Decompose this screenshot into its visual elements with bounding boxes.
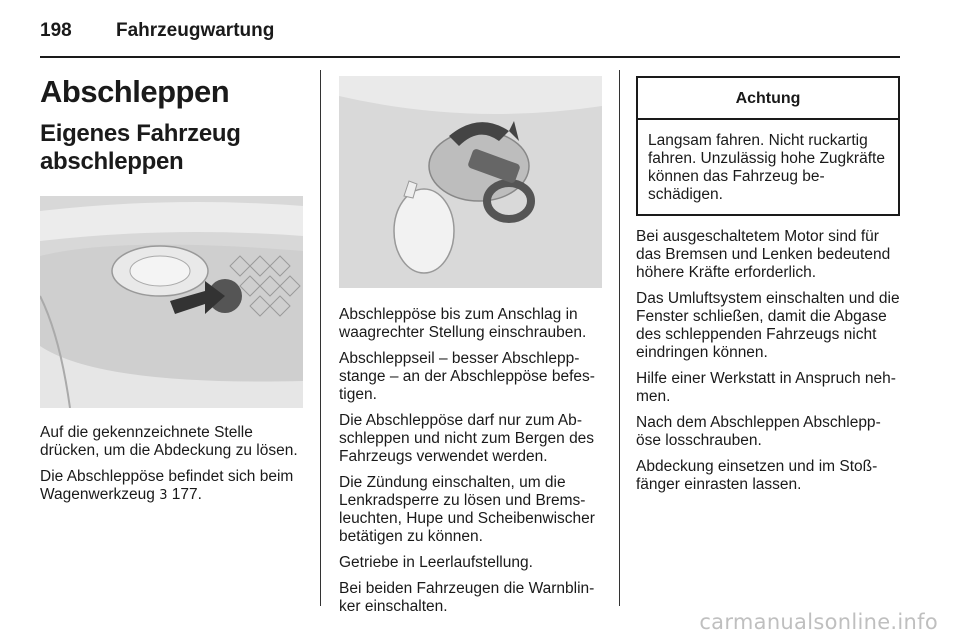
section-title: Abschleppen <box>40 74 230 109</box>
col3-paragraph-4: Nach dem Abschleppen Abschleppöse losschrauben. <box>636 414 881 449</box>
warning-text: Langsam fahren. Nicht ruckartig fahren. Unzulässig hohe Zugkräfte können das Fahrzeug beschädigen. <box>648 132 885 203</box>
header-divider <box>40 56 900 58</box>
page-number: 198 <box>40 20 72 41</box>
col1-paragraph-2-text: Die Abschleppöse befindet sich beim Wagenwerkzeug <box>40 468 294 503</box>
bumper-illustration <box>40 196 303 408</box>
warning-heading: Achtung <box>638 78 898 120</box>
col1-paragraph-1: Auf die gekennzeichnete Stelle drücken, um die Abdeckung zu lösen. <box>40 424 298 459</box>
col1-paragraph-2 <box>40 468 303 505</box>
chapter-title: Fahrzeugwartung <box>116 20 275 41</box>
col3-paragraph-5: Abdeckung einsetzen und im Stoßfänger einrasten lassen. <box>636 458 878 493</box>
column-2 <box>339 70 602 624</box>
column-3 <box>636 70 900 502</box>
col2-paragraph-2: Abschleppseil – besser Abschleppstange – an der Abschleppöse befestigen. <box>339 350 595 403</box>
col3-paragraph-3: Hilfe einer Werkstatt in Anspruch nehmen. <box>636 370 896 405</box>
col2-paragraph-6: Bei beiden Fahrzeugen die Warnblinker einschalten. <box>339 580 595 615</box>
column-1 <box>40 70 303 513</box>
watermark: carmanualsonline.info <box>699 610 938 634</box>
bumper-cover-figure <box>40 196 303 408</box>
subsection-title: Eigenes Fahrzeug abschleppen <box>40 120 241 175</box>
col2-paragraph-1: Abschleppöse bis zum Anschlag in waagrechter Stellung einschrauben. <box>339 306 587 341</box>
towing-eye-figure <box>339 76 602 288</box>
column-divider-2 <box>619 70 620 606</box>
col2-paragraph-5: Getriebe in Leerlaufstellung. <box>339 554 533 571</box>
column-divider-1 <box>320 70 321 606</box>
page-header <box>40 20 274 44</box>
towing-eye-illustration <box>339 76 602 288</box>
page-reference-icon: 3 <box>159 488 168 503</box>
page-reference-link[interactable]: 177. <box>171 486 202 503</box>
warning-box <box>636 76 900 216</box>
col3-paragraph-2: Das Umluftsystem einschalten und die Fenster schließen, damit die Abgase des schleppenden Fahrzeugs nicht eindringen können. <box>636 290 900 361</box>
col2-paragraph-3: Die Abschleppöse darf nur zum Abschleppen und nicht zum Bergen des Fahrzeugs verwendet werden. <box>339 412 595 465</box>
col3-paragraph-1: Bei ausgeschaltetem Motor sind für das Bremsen und Lenken bedeutend höhere Kräfte erforderlich. <box>636 228 891 281</box>
col2-paragraph-4: Die Zündung einschalten, um die Lenkradsperre zu lösen und Bremsleuchten, Hupe und Scheibenwischer betätigen zu können. <box>339 474 595 545</box>
